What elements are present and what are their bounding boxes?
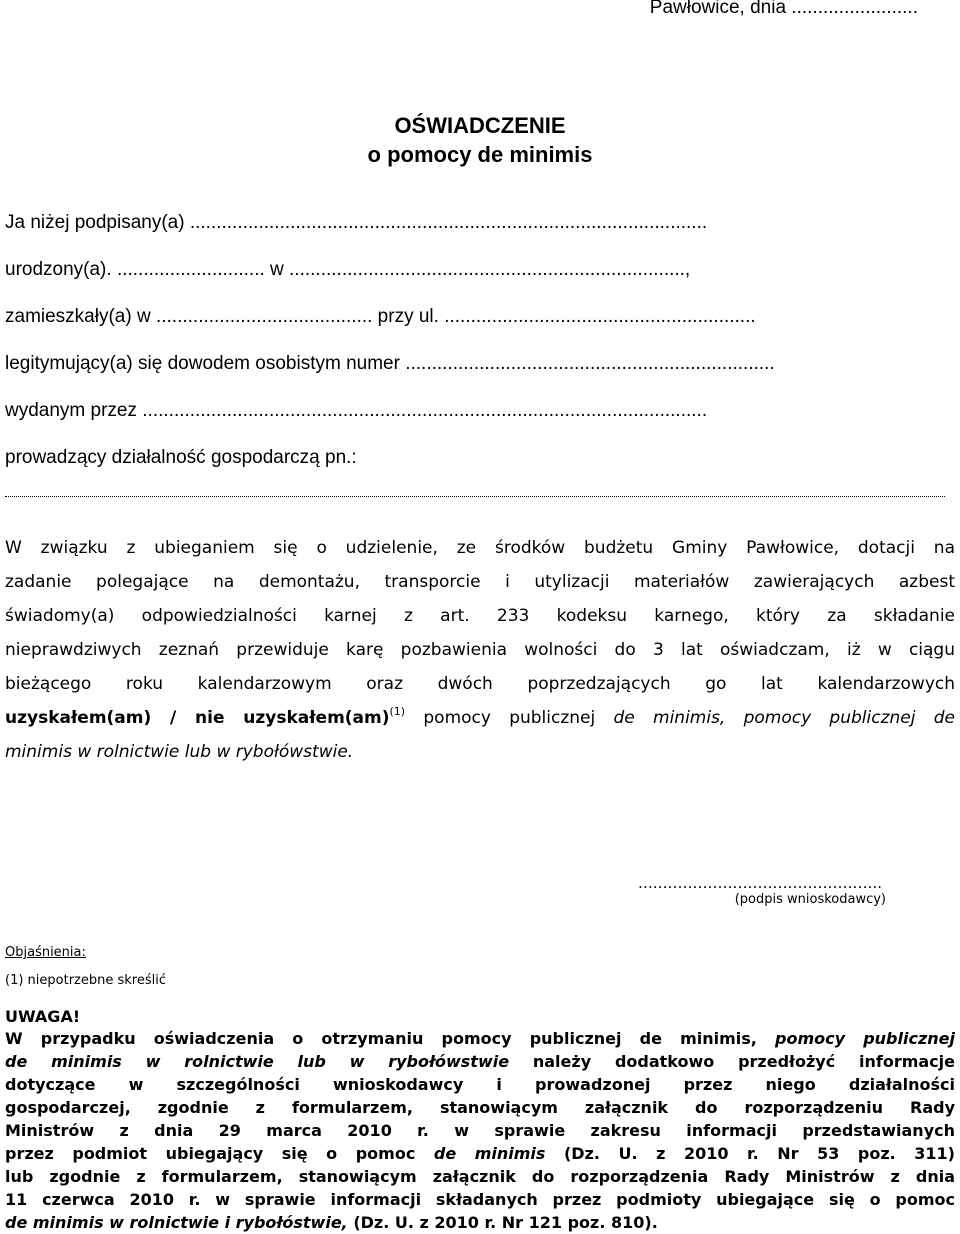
statement-line: świadomy(a) odpowiedzialności karnej z art. 233 kodeksu karnego, który za składanie xyxy=(5,606,955,626)
signature-label: (podpis wnioskodawcy) xyxy=(734,892,886,907)
warning-line: przez podmiot ubiegający się o pomoc de minimis (Dz. U. z 2010 r. Nr 53 poz. 311) xyxy=(5,1144,955,1163)
statement-line: W związku z ubieganiem się o udzielenie, ze środków budżetu Gminy Pawłowice, dotacji na xyxy=(5,538,955,558)
dotted-fill-line xyxy=(5,492,945,497)
warning-heading: UWAGA! xyxy=(5,1007,81,1026)
signature-dots: …..…………………………………….. xyxy=(637,874,882,892)
warning-line: dotyczące w szczególności wnioskodawcy i prowadzonej przez niego działalności xyxy=(5,1075,955,1094)
warning-line: gospodarczej, zgodnie z formularzem, stanowiącym załącznik do rozporządzeniu Rady xyxy=(5,1098,955,1117)
warning-line: Ministrów z dnia 29 marca 2010 r. w sprawie zakresu informacji przedstawianych xyxy=(5,1121,955,1140)
statement-line: zadanie polegające na demontażu, transporcie i utylizacji materiałów zawierających azbest xyxy=(5,572,955,592)
form-line-name: Ja niżej podpisany(a) .................................................................................................. xyxy=(5,212,708,233)
form-line-id: legitymujący(a) się dowodem osobistym numer ...................................................................... xyxy=(5,353,775,374)
place-date: Pawłowice, dnia ........................ xyxy=(649,0,918,18)
statement-line: minimis w rolnictwie lub w rybołówstwie. xyxy=(5,742,354,762)
form-line-birth: urodzony(a). ............................ w ..........................................................................., xyxy=(5,259,691,280)
statement-bold: uzyskałem(am) / nie uzyskałem(am) xyxy=(5,708,390,728)
warning-line: de minimis w rolnictwie i rybołóstwie, (Dz. U. z 2010 r. Nr 121 poz. 810). xyxy=(5,1213,658,1232)
warning-line: lub zgodnie z formularzem, stanowiącym załącznik do rozporządzenia Rady Ministrów z dnia xyxy=(5,1167,955,1186)
notes-item: (1) niepotrzebne skreślić xyxy=(5,973,166,988)
statement-line: uzyskałem(am) / nie uzyskałem(am)$^{(1)}$ pomocy publicznej de minimis, pomocy publicznej de xyxy=(5,705,955,728)
warning-line: 11 czerwca 2010 r. w sprawie informacji składanych przez podmioty ubiegające się o pomoc xyxy=(5,1190,955,1209)
notes-heading: Objaśnienia: xyxy=(5,945,86,960)
form-line-issuer: wydanym przez ........................................................................................................... xyxy=(5,400,708,421)
warning-line: W przypadku oświadczenia o otrzymaniu pomocy publicznej de minimis, pomocy publicznej xyxy=(5,1029,955,1048)
form-line-business: prowadzący działalność gospodarczą pn.: xyxy=(5,447,357,468)
statement-line: nieprawdziwych zeznań przewiduje karę pozbawienia wolności do 3 lat oświadczam, iż w ciągu xyxy=(5,640,955,660)
form-line-address: zamieszkały(a) w ......................................... przy ul. ........................................................... xyxy=(5,306,756,327)
statement-line: bieżącego roku kalendarzowym oraz dwóch poprzedzających go lat kalendarzowych xyxy=(5,674,955,694)
footnote-ref: (1) xyxy=(389,705,406,718)
warning-line: de minimis w rolnictwie lub w rybołówstwie należy dodatkowo przedłożyć informacje xyxy=(5,1052,955,1071)
document-title: OŚWIADCZENIE xyxy=(394,113,566,138)
document-subtitle: o pomocy de minimis xyxy=(367,142,593,167)
